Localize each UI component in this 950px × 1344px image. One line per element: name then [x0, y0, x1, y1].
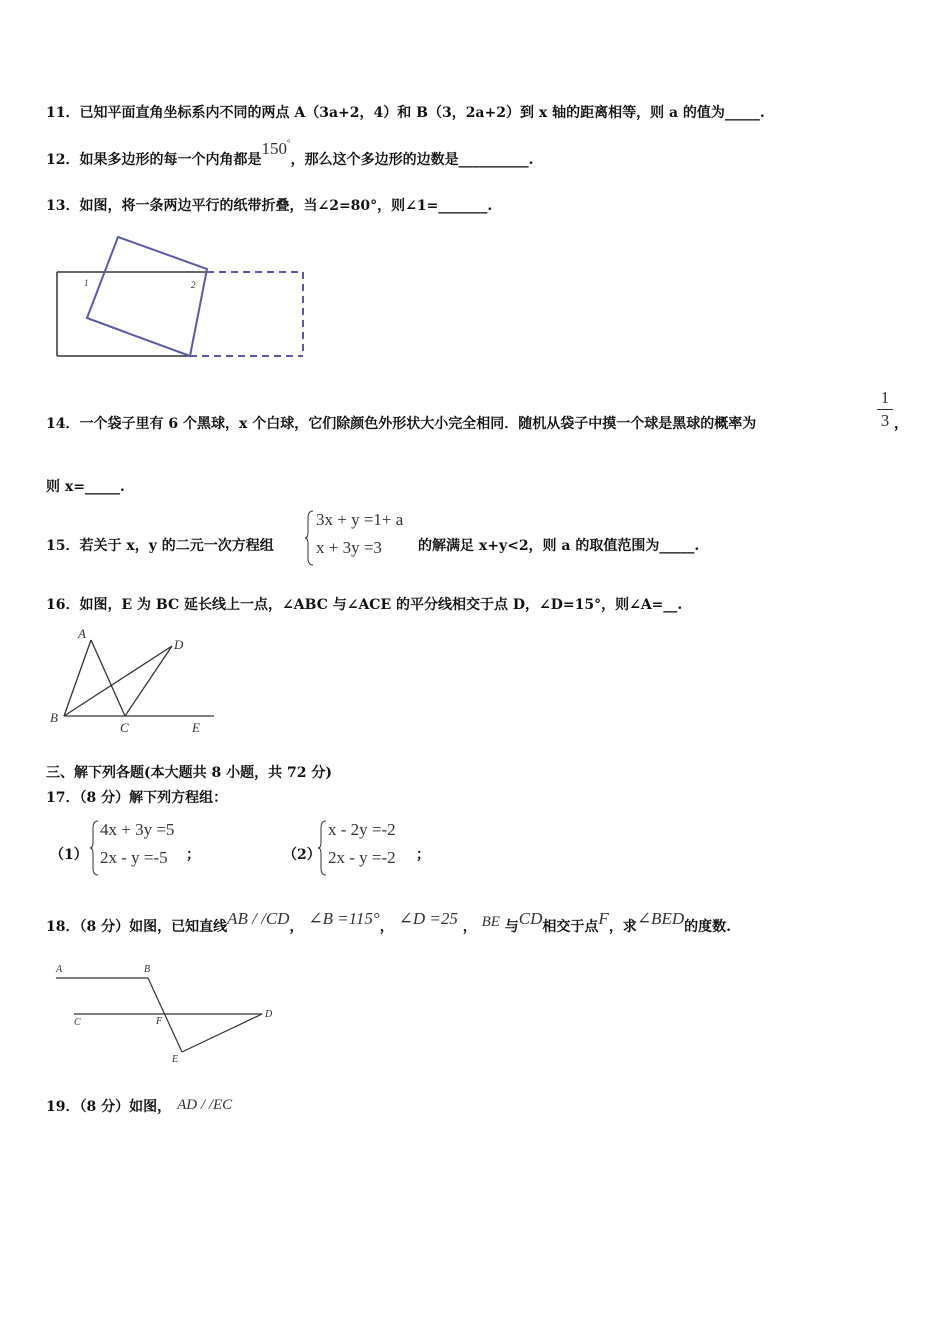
- label-B: B: [144, 964, 151, 975]
- parallel-lines-figure: [50, 958, 290, 1068]
- folded-flap: [87, 237, 207, 356]
- system-brace-15: [305, 510, 315, 566]
- question-14: [46, 415, 756, 433]
- line-AC: [91, 640, 125, 716]
- math-be: BE: [481, 914, 500, 930]
- text-find: ，求: [608, 919, 637, 935]
- math-ab-parallel-cd: AB / /CD: [227, 909, 290, 928]
- question-14-line2: [46, 478, 125, 496]
- angle-2-label: 2: [191, 280, 196, 290]
- q17-part2-label: （2）: [283, 847, 321, 863]
- line-ED: [182, 1014, 262, 1052]
- system-brace-17-2: [318, 820, 328, 876]
- line-CD: [125, 646, 172, 716]
- fraction-denominator: 3: [880, 411, 890, 430]
- line-BD: [64, 646, 172, 716]
- label-D: D: [265, 1009, 273, 1020]
- system-brace-17-1: [90, 820, 100, 876]
- question-18: [46, 909, 731, 936]
- equation-17-1-2: 2x - y =-5: [100, 848, 168, 867]
- question-13: [46, 197, 492, 215]
- equation-17-2-1: x - 2y =-2: [328, 820, 396, 839]
- equation-17-1-1: 4x + 3y =5: [100, 820, 175, 839]
- question-14-text: 14．一个袋子里有 6 个黑球，x 个白球，它们除颜色外形状大小完全相同．随机从袋子中摸一个球是黑球的概率为: [46, 416, 757, 432]
- fraction-numerator: 1: [880, 388, 890, 407]
- question-11-text: 11．已知平面直角坐标系内不同的两点 A（3a+2，4）和 B（3，2a+2）到 x 轴的距离相等，则 a 的值为_____.: [46, 105, 765, 121]
- question-14-answer-line: 则 x=_____.: [46, 479, 125, 495]
- section-3-title: 三、解下列各题(本大题共 8 小题，共 72 分): [46, 765, 332, 781]
- triangle-bisector-figure: [46, 625, 221, 738]
- equation-15-1: 3x + y =1+ a: [316, 510, 404, 529]
- question-19: [46, 1098, 232, 1116]
- question-15-suffix: 的解满足 x+y<2，则 a 的取值范围为_____.: [418, 538, 700, 554]
- question-14-comma: ，: [894, 416, 908, 432]
- question-19-prefix: 19．（8 分）如图，: [46, 1099, 172, 1115]
- degree-mark: °: [286, 138, 291, 148]
- math-ad-parallel-ec: AD / /EC: [177, 1097, 233, 1113]
- line-BA: [64, 640, 91, 716]
- label-B: B: [50, 710, 58, 725]
- label-C: C: [74, 1017, 81, 1028]
- equation-system-17-2: [328, 816, 396, 872]
- math-angle-b: ∠B =115°: [308, 909, 380, 928]
- question-12: [46, 138, 534, 170]
- equation-system-15: [316, 506, 403, 562]
- angle-1-label: 1: [84, 278, 89, 288]
- text-degree: 的度数.: [684, 919, 731, 935]
- math-angle-d: ∠D =25: [398, 909, 458, 928]
- equation-15-2: x + 3y =3: [316, 538, 382, 557]
- angle-value: 150: [261, 139, 287, 158]
- question-12-prefix: 12．如果多边形的每一个内角都是: [46, 152, 262, 168]
- label-A: A: [78, 626, 86, 641]
- q17-part1-label: （1）: [50, 847, 88, 863]
- question-11: [46, 104, 765, 122]
- label-D: D: [174, 637, 184, 652]
- question-15-prefix: 15．若关于 x，y 的二元一次方程组: [46, 538, 274, 554]
- line-BE: [148, 978, 182, 1052]
- math-angle-bed: ∠BED: [636, 909, 685, 928]
- math-cd: CD: [518, 909, 543, 928]
- label-F: F: [156, 1016, 163, 1027]
- math-f: F: [598, 909, 609, 928]
- text-intersect: 相交于点: [542, 919, 599, 935]
- separator-comma: ，: [462, 919, 477, 935]
- label-E: E: [172, 1054, 179, 1065]
- label-C: C: [120, 720, 129, 735]
- label-E: E: [192, 720, 200, 735]
- label-A: A: [56, 964, 63, 975]
- question-17: 17．（8 分）解下列方程组：: [46, 790, 228, 806]
- question-16: [46, 596, 682, 614]
- question-16-text: 16．如图，E 为 BC 延长线上一点，∠ABC 与∠ACE 的平分线相交于点 D，∠D=15°，则∠A=__.: [46, 597, 683, 613]
- q17-part2-end: ；: [416, 847, 430, 863]
- question-15: [46, 537, 274, 555]
- separator-comma: ，: [289, 919, 304, 935]
- separator-comma: ，: [379, 919, 394, 935]
- q17-part1-end: ；: [186, 847, 200, 863]
- equation-17-2-2: 2x - y =-2: [328, 848, 396, 867]
- paper-fold-figure: [50, 232, 315, 364]
- equation-system-17-1: [100, 816, 174, 872]
- question-12-suffix: ，那么这个多边形的边数是__________.: [290, 152, 534, 168]
- question-18-prefix: 18．（8 分）如图，已知直线: [46, 919, 228, 935]
- probability-fraction: [877, 388, 893, 431]
- question-13-text: 13．如图，将一条两边平行的纸带折叠，当∠2=80°，则∠1=_______.: [46, 198, 493, 214]
- text-and: 与: [504, 919, 519, 935]
